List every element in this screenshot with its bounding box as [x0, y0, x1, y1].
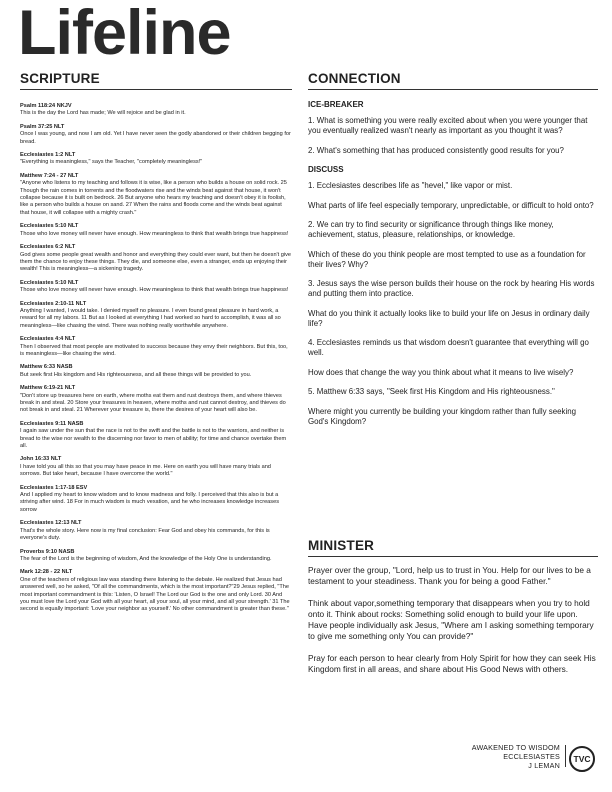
scripture-item: [20, 485, 292, 515]
scripture-reference: Mark 12:28 - 22 NLT: [20, 569, 73, 576]
discussion-question: Where might you currently be building your kingdom rather than fully seeking God's Kingdom?: [308, 406, 576, 426]
scripture-reference: Matthew 6:33 NASB: [20, 364, 73, 371]
scripture-reference: Psalm 118:24 NKJV: [20, 103, 72, 109]
scripture-text: This is the day the Lord has made; We will rejoice and be glad in it.: [20, 110, 186, 117]
scripture-reference: Proverbs 9:10 NASB: [20, 548, 75, 555]
scripture-item: [20, 124, 292, 146]
scripture-text: Then I observed that most people are motivated to success because they envy their neighbors. But this, too, is meaningless—like chasing the wind.: [20, 343, 288, 357]
scripture-item: [20, 364, 292, 379]
scripture-item: [20, 336, 292, 358]
scripture-text: One of the teachers of religious law was standing there listening to the debate. He realized that Jesus had answered well, so he asked, "Of all the commandments, which is the most important?"29 Jesus replied, "The most important commandment is this: 'Listen, O Israel! The Lord our God is the one and only Lord. 30 And you must love the Lord your God with all your heart, all your soul, all your mind, and all your strength.' 31 The second is equally important: 'Love your neighbor as yourself.' No other commandment is greater than these.": [20, 576, 290, 613]
series-book: ECCLESIASTES: [503, 752, 560, 761]
scripture-item: [20, 244, 292, 274]
scripture-reference: Ecclesiastes 1:17-18 ESV: [20, 484, 88, 491]
scripture-text: Those who love money will never have enough. How meaningless to think that wealth brings true happiness!: [20, 287, 289, 294]
minister-section: [308, 538, 598, 686]
connection-heading: CONNECTION: [308, 71, 598, 90]
discuss-list: [308, 181, 598, 427]
scripture-reference: John 16:33 NLT: [20, 456, 62, 463]
icebreaker-list: [308, 116, 598, 156]
scripture-reference: Ecclesiastes 6:2 NLT: [20, 244, 76, 251]
minister-paragraph: Pray for each person to hear clearly from Holy Spirit for how they can seek His Kingdom first in all areas, and share about His Good News with others.: [308, 653, 596, 674]
scripture-item: [20, 549, 292, 564]
discussion-question: 2. We can try to find security or significance through things like money, achievement, status, pleasure, relationships, or knowledge.: [308, 220, 554, 239]
scripture-column: [20, 71, 292, 620]
icebreaker-question: 2. What's something that has produced consistently good results for you?: [308, 145, 564, 155]
tvc-logo-icon: TVC: [569, 746, 595, 772]
discussion-question: What parts of life feel especially temporary, unpredictable, or difficult to hold onto?: [308, 200, 594, 210]
minister-heading: MINISTER: [308, 538, 598, 557]
discussion-question: 4. Ecclesiastes reminds us that wisdom doesn't guarantee that everything will go well.: [308, 338, 589, 357]
scripture-text: That's the whole story. Here now is my final conclusion: Fear God and obey his commands, for this is everyone's duty.: [20, 527, 270, 542]
scripture-item: [20, 223, 292, 238]
scripture-text: God gives some people great wealth and honor and everything they could ever want, but then he doesn't give them the chance to enjoy these things. They die, and someone else, even a stranger, ends up enjoying their wealth! This is meaningless—a sickening tragedy.: [20, 251, 291, 273]
series-footer: [440, 743, 560, 770]
scripture-item: [20, 421, 292, 451]
series-author: J LEMAN: [528, 761, 560, 770]
scripture-reference: Psalm 37:25 NLT: [20, 123, 65, 130]
discussion-question: 3. Jesus says the wise person builds their house on the rock by hearing His words and putting them into practice.: [308, 279, 595, 298]
page-title: Lifeline: [18, 0, 231, 68]
scripture-reference: Ecclesiastes 5:10 NLT: [20, 279, 79, 286]
connection-column: [308, 71, 598, 436]
scripture-item: [20, 520, 292, 542]
scripture-text: The fear of the Lord is the beginning of wisdom, And the knowledge of the Holy One is understanding.: [20, 555, 272, 562]
scripture-item: [20, 301, 292, 331]
scripture-reference: Ecclesiastes 9:11 NASB: [20, 420, 84, 427]
icebreaker-question: 1. What is something you were really excited about when you were younger that you eventually realized wasn't nearly as important as you thought it was?: [308, 116, 588, 135]
series-title: AWAKENED TO WISDOM: [471, 743, 560, 752]
scripture-reference: Matthew 6:19-21 NLT: [20, 385, 76, 392]
scripture-reference: Ecclesiastes 5:10 NLT: [20, 223, 79, 230]
scripture-text: And I applied my heart to know wisdom and to know madness and folly. I perceived that this also is but a striving after wind. 18 For in much wisdom is much vexation, and he who increases knowledge increases sorrow: [20, 492, 279, 513]
scripture-text: I have told you all this so that you may have peace in me. Here on earth you will have many trials and sorrows. But take heart, because I have overcome the world.": [20, 463, 271, 478]
scripture-reference: Ecclesiastes 12:13 NLT: [20, 520, 82, 527]
discussion-question: What do you think it actually looks like to build your life on Jesus in ordinary daily life?: [308, 308, 590, 328]
scripture-item: [20, 152, 292, 167]
discussion-question: 1. Ecclesiastes describes life as "hevel," like vapor or mist.: [308, 181, 513, 190]
minister-paragraph: Think about vapor,something temporary that disappears when you try to hold onto it. Think about rocks: Something solid enough to build your life upon. Have people individually ask Jesus, "Where am I asking something temporary to give me something only You can provide?": [308, 598, 594, 641]
scripture-reference: Ecclesiastes 1:2 NLT: [20, 152, 76, 159]
scripture-item: [20, 173, 292, 217]
icebreaker-label: ICE-BREAKER: [308, 100, 364, 109]
scripture-text: "Anyone who listens to my teaching and follows it is wise, like a person who builds a house on solid rock. 25 Though the rain comes in torrents and the floodwaters rise and the winds beat against that house, it won't collapse because it is built on bedrock. 26 But anyone who hears my teaching and doesn't obey it is foolish, like a person who builds a house on sand. 27 When the rains and floods come and the winds beat against that house, it will collapse with a mighty crash.": [20, 180, 287, 216]
scripture-reference: Matthew 7:24 - 27 NLT: [20, 172, 79, 179]
connection-body: [308, 100, 598, 427]
scripture-text: "Don't store up treasures here on earth, where moths eat them and rust destroys them, and where thieves break in and steal. 20 Store your treasures in heaven, where moths and rust cannot destroy, and thieves do not break in and steal. 21 Wherever your treasure is, there the desires of your heart will also be.: [20, 392, 286, 414]
scripture-text: Those who love money will never have enough. How meaningless to think that wealth brings true happiness!: [20, 230, 289, 237]
scripture-text: Anything I wanted, I would take. I denied myself no pleasure. I even found great pleasure in hard work, a reward for all my labors. 11 But as I looked at everything I had worked so hard to accomplish, it was all so meaningless—like chasing the wind. There was nothing really worthwhile anywhere.: [20, 307, 281, 329]
discussion-question: 5. Matthew 6:33 says, "Seek first His Kingdom and His righteousness.": [308, 387, 555, 396]
discuss-label: DISCUSS: [308, 165, 344, 174]
scripture-text: Once I was young, and now I am old. Yet I have never seen the godly abandoned or their children begging for bread.: [20, 131, 291, 145]
scripture-item: [20, 385, 292, 415]
scripture-item: [20, 569, 292, 613]
minister-paragraph: Prayer over the group, "Lord, help us to trust in You. Help for our lives to be a testament to your steadiness. Thank you for being a good Father.": [308, 565, 591, 586]
scripture-reference: Ecclesiastes 4:4 NLT: [20, 336, 76, 343]
scripture-reference: Ecclesiastes 2:10-11 NLT: [20, 300, 87, 307]
scripture-heading: SCRIPTURE: [20, 71, 292, 90]
scripture-item: [20, 103, 292, 118]
scripture-text: I again saw under the sun that the race is not to the swift and the battle is not to the warriors, and neither is bread to the wise nor wealth to the discerning nor favor to men of ability; for time and chance overtake them all.: [20, 428, 287, 450]
scripture-text: But seek first His kingdom and His righteousness, and all these things will be provided to you.: [20, 371, 252, 378]
scripture-item: [20, 280, 292, 295]
minister-list: [308, 565, 598, 675]
scripture-text: "Everything is meaningless," says the Teacher, "completely meaningless!": [20, 159, 203, 166]
footer-divider: [565, 745, 566, 767]
scripture-list: [20, 103, 292, 614]
discussion-question: Which of these do you think people are most tempted to use as a foundation for their lives? Why?: [308, 249, 586, 269]
discussion-question: How does that change the way you think about what it means to live wisely?: [308, 367, 574, 377]
scripture-item: [20, 456, 292, 478]
